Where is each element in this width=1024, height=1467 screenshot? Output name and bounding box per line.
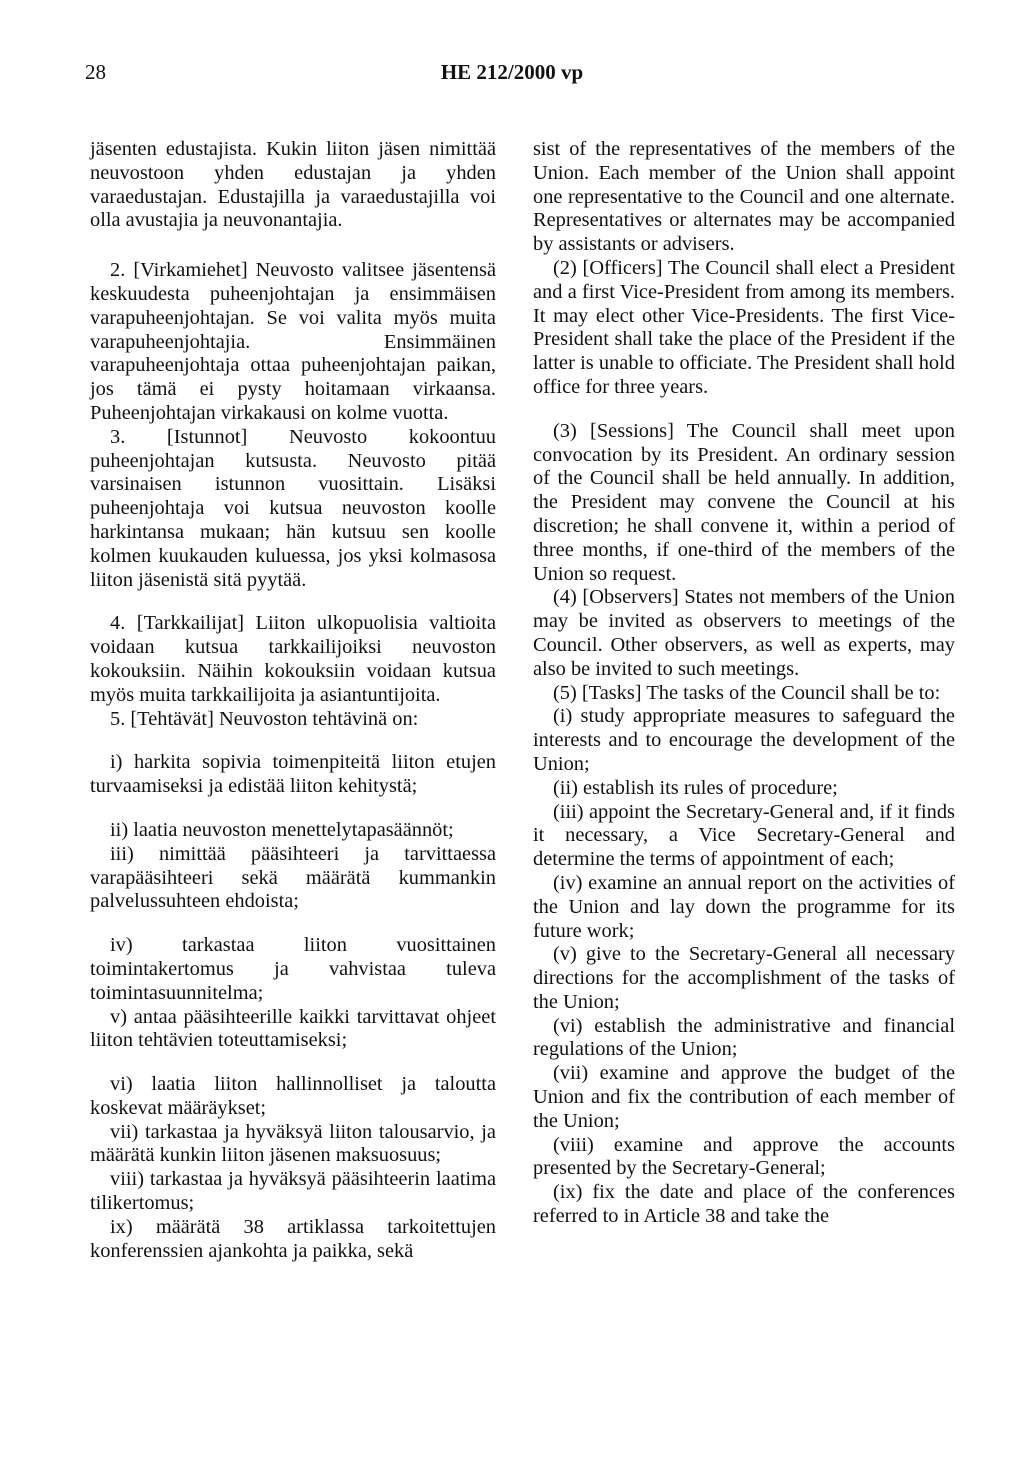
fi-paragraph: jäsenten edustajista. Kukin liiton jäsen nimittää neuvostoon yhden edustajan ja yhden varaedustajan. Edustajilla ja varaedustajilla voi olla avustajia ja neuvonantajia.	[90, 138, 496, 232]
page-number: 28	[85, 60, 106, 84]
en-paragraph: (5) [Tasks] The tasks of the Council shall be to:	[553, 681, 941, 704]
fi-list-item: v) antaa pääsihteerille kaikki tarvittavat ohjeet liiton tehtävien toteuttamiseksi;	[90, 1005, 496, 1052]
fi-list-item: i) harkita sopivia toimenpiteitä liiton etujen turvaamiseksi ja edistää liiton kehitystä;	[90, 751, 496, 798]
en-list-item: (iii) appoint the Secretary-General and, if it finds it necessary, a Vice Secretary-General and determine the terms of appointment of each;	[533, 800, 955, 871]
finnish-column	[90, 138, 496, 1263]
fi-paragraph: 5. [Tehtävät] Neuvoston tehtävinä on:	[110, 707, 419, 730]
en-paragraph: (2) [Officers] The Council shall elect a President and a first Vice-President from among its members. It may elect other Vice-Presidents. The first Vice-President shall take the place of the President if the latter is unable to officiate. The President shall hold office for three years.	[533, 256, 955, 398]
en-list-item: (viii) examine and approve the accounts presented by the Secretary-General;	[533, 1133, 955, 1180]
en-paragraph: sist of the representatives of the members of the Union. Each member of the Union shall appoint one representative to the Council and one alternate. Representatives or alternates may be accompanied by assistants or advisers.	[533, 138, 955, 256]
fi-list-item: vi) laatia liiton hallinnolliset ja taloutta koskevat määräykset;	[90, 1073, 496, 1119]
fi-list-item: iv) tarkastaa liiton vuosittainen toimintakertomus ja vahvistaa tuleva toimintasuunnitelma;	[90, 934, 496, 1004]
fi-list-item: ix) määrätä 38 artiklassa tarkoitettujen konferenssien ajankohta ja paikka, sekä	[90, 1215, 496, 1262]
fi-paragraph: 2. [Virkamiehet] Neuvosto valitsee jäsentensä keskuudesta puheenjohtajan ja ensimmäisen varapuheenjohtajan. Se voi valita myös muita varapuheenjohtajia. Ensimmäinen varapuheenjohtaja ottaa puheenjohtajan paikan, jos tämä ei pysty hoitamaan virkaansa. Puheenjohtajan virkakausi on kolme vuotta.	[90, 259, 496, 424]
fi-list-item: vii) tarkastaa ja hyväksyä liiton talousarvio, ja määrätä kunkin liiton jäsenen maksuosuus;	[90, 1120, 496, 1167]
page-header	[0, 60, 1024, 100]
fi-list-item: viii) tarkastaa ja hyväksyä pääsihteerin laatima tilikertomus;	[90, 1168, 496, 1215]
fi-list-item: iii) nimittää pääsihteeri ja tarvittaessa varapääsihteeri sekä määrätä kummankin palvelussuhteen ehdoista;	[90, 842, 496, 913]
en-list-item: (vii) examine and approve the budget of the Union and fix the contribution of each member of the Union;	[533, 1062, 955, 1132]
en-list-item: (iv) examine an annual report on the activities of the Union and lay down the programme for its future work;	[533, 871, 955, 942]
document-reference: HE 212/2000 vp	[440, 60, 584, 84]
en-list-item: (ix) fix the date and place of the conferences referred to in Article 38 and take the	[533, 1181, 955, 1228]
en-list-item: (v) give to the Secretary-General all necessary directions for the accomplishment of the tasks of the Union;	[533, 943, 955, 1013]
en-list-item: (vi) establish the administrative and financial regulations of the Union;	[533, 1014, 955, 1061]
en-paragraph: (4) [Observers] States not members of the Union may be invited as observers to meetings of the Council. Other observers, as well as experts, may also be invited to such meetings.	[533, 586, 955, 680]
fi-paragraph: 4. [Tarkkailijat] Liiton ulkopuolisia valtioita voidaan kutsua tarkkailijoiksi neuvoston kokouksiin. Näihin kokouksiin voidaan kutsua myös muita tarkkailijoita ja asiantuntijoita.	[90, 612, 496, 706]
english-column	[533, 138, 955, 1229]
en-list-item: (ii) establish its rules of procedure;	[553, 776, 838, 799]
en-paragraph: (3) [Sessions] The Council shall meet upon convocation by its President. An ordinary session of the Council shall be held annually. In addition, the President may convene the Council at his discretion; he shall convene it, within a period of three months, if one-third of the members of the Union so request.	[533, 419, 955, 585]
fi-list-item: ii) laatia neuvoston menettelytapasäännöt;	[110, 818, 454, 841]
fi-paragraph: 3. [Istunnot] Neuvosto kokoontuu puheenjohtajan kutsusta. Neuvosto pitää varsinaisen istunnon vuosittain. Lisäksi puheenjohtaja voi kutsua neuvoston koolle harkintansa mukaan; hän kutsuu sen koolle kolmen kuukauden kuluessa, jos yksi kolmasosa liiton jäsenistä sitä pyytää.	[90, 425, 496, 591]
en-list-item: (i) study appropriate measures to safeguard the interests and to encourage the development of the Union;	[533, 705, 955, 775]
